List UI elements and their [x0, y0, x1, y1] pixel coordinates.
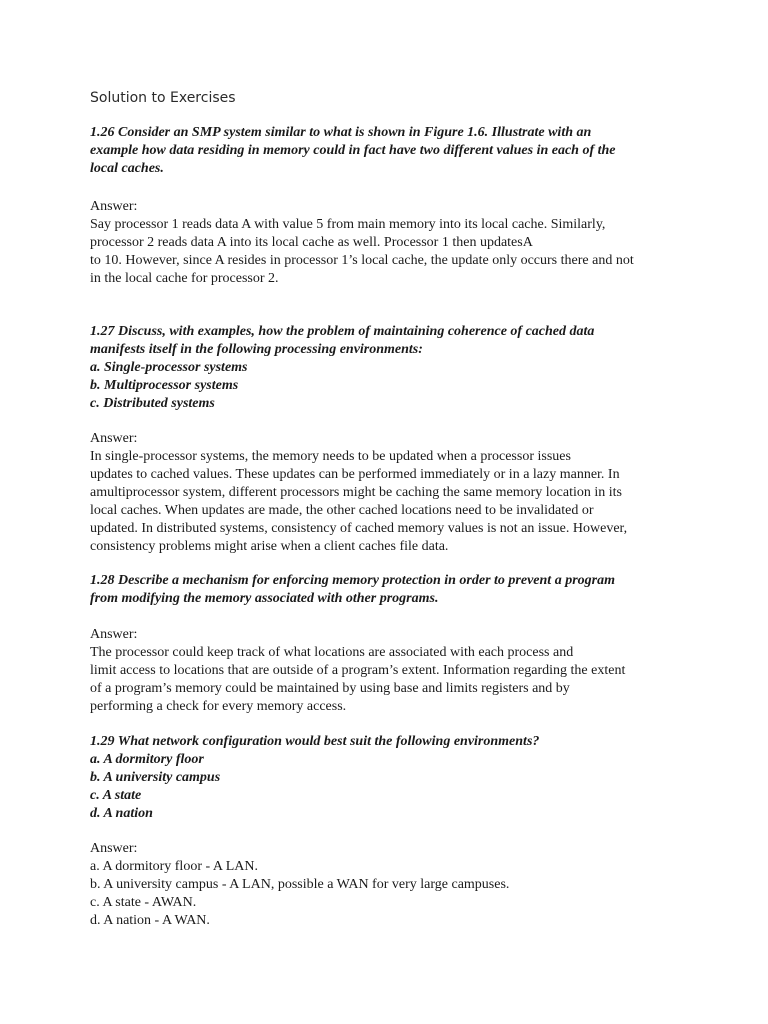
answer-1-26: [90, 198, 690, 288]
question-1-28: [90, 572, 690, 608]
answer-line: updated. In distributed systems, consistency of cached memory values is not an issue. However,: [90, 521, 628, 536]
question-1-29: [90, 733, 690, 823]
answer-line: updates to cached values. These updates can be performed immediately or in a lazy manner. In: [90, 467, 620, 482]
answer-line: processor 2 reads data A into its local cache as well. Processor 1 then updatesA: [90, 235, 533, 250]
answer-line: amultiprocessor system, different processors might be caching the same memory location in its: [90, 485, 622, 500]
answer-line: Say processor 1 reads data A with value 5 from main memory into its local cache. Similarly,: [90, 217, 606, 232]
question-line: a. Single-processor systems: [90, 360, 248, 375]
question-line: manifests itself in the following processing environments:: [90, 342, 423, 357]
question-line: example how data residing in memory could in fact have two different values in each of the: [90, 143, 616, 158]
answer-1-27: [90, 430, 690, 556]
answer-line: in the local cache for processor 2.: [90, 271, 279, 286]
answer-1-29: [90, 840, 690, 930]
question-line: local caches.: [90, 161, 164, 176]
answer-line: performing a check for every memory access.: [90, 699, 347, 714]
answer-1-28: [90, 626, 690, 716]
answer-line: of a program’s memory could be maintained by using base and limits registers and by: [90, 681, 570, 696]
question-line: c. A state: [90, 788, 142, 803]
question-line: d. A nation: [90, 806, 153, 821]
answer-line: limit access to locations that are outside of a program’s extent. Information regarding the extent: [90, 663, 626, 678]
answer-label: Answer:: [90, 431, 138, 446]
question-line: b. A university campus: [90, 770, 221, 785]
question-line: from modifying the memory associated with other programs.: [90, 591, 439, 606]
answer-line: local caches. When updates are made, the other cached locations need to be invalidated or: [90, 503, 594, 518]
question-line: 1.28 Describe a mechanism for enforcing memory protection in order to prevent a program: [90, 573, 615, 588]
answer-line: In single-processor systems, the memory needs to be updated when a processor issues: [90, 449, 571, 464]
question-1-26: [90, 124, 690, 178]
question-line: b. Multiprocessor systems: [90, 378, 239, 393]
answer-line: b. A university campus - A LAN, possible a WAN for very large campuses.: [90, 877, 510, 892]
answer-line: a. A dormitory floor - A LAN.: [90, 859, 258, 874]
question-line: c. Distributed systems: [90, 396, 215, 411]
question-line: 1.26 Consider an SMP system similar to what is shown in Figure 1.6. Illustrate with an: [90, 125, 592, 140]
question-line: 1.29 What network configuration would best suit the following environments?: [90, 734, 540, 749]
answer-label: Answer:: [90, 199, 138, 214]
answer-line: d. A nation - A WAN.: [90, 913, 210, 928]
document-title: Solution to Exercises: [90, 90, 236, 106]
answer-line: The processor could keep track of what locations are associated with each process and: [90, 645, 574, 660]
answer-label: Answer:: [90, 841, 138, 856]
question-line: a. A dormitory floor: [90, 752, 204, 767]
answer-line: to 10. However, since A resides in processor 1’s local cache, the update only occurs there and not: [90, 253, 634, 268]
question-line: 1.27 Discuss, with examples, how the problem of maintaining coherence of cached data: [90, 324, 595, 339]
answer-label: Answer:: [90, 627, 138, 642]
answer-line: consistency problems might arise when a client caches file data.: [90, 539, 449, 554]
question-1-27: [90, 323, 690, 413]
answer-line: c. A state - AWAN.: [90, 895, 197, 910]
